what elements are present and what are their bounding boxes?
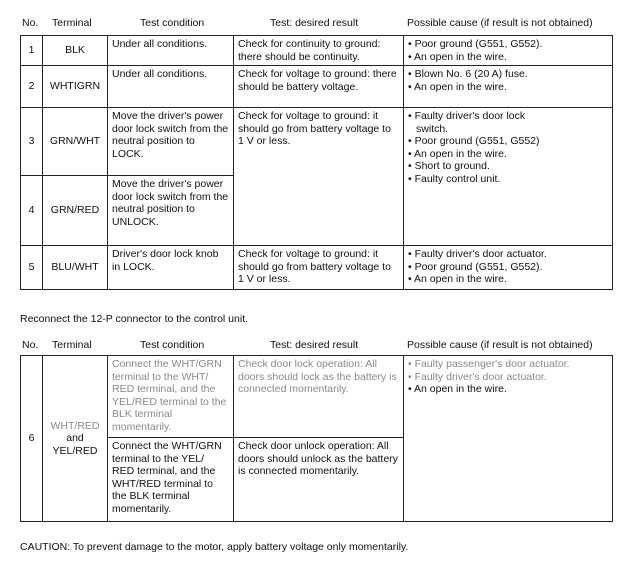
causes-cell [404,66,613,108]
cause-item: • Faulty control unit. [408,172,501,185]
row-number: 1 [21,36,43,66]
condition-cell: Driver's door lock knob in LOCK. [108,246,234,290]
test-table-2 [20,355,613,522]
table-row [21,108,613,176]
row-number: 4 [21,176,43,246]
table-row [21,66,613,108]
row-number: 2 [21,66,43,108]
cause-item: • An open in the wire. [408,80,507,93]
cause-item: • An open in the wire. [408,383,507,395]
cause-item: • Poor ground (G551, G552). [408,260,543,273]
terminal-line: YEL/RED [52,444,98,457]
condition-cell: Move the driver's power door lock switch from the neutral position to LOCK. [108,108,234,176]
causes-cell [404,356,613,522]
table-row [21,246,613,290]
table-row [21,36,613,66]
header-result: Test: desired result [270,339,359,351]
table-row [21,356,613,438]
cause-item: • Short to ground. [408,160,490,172]
result-cell: Check door lock operation: All doors should lock as the battery is connected momentarily. [234,356,404,438]
condition-cell: Under all conditions. [108,66,234,108]
row-number: 3 [21,108,43,176]
terminal-line: and [66,432,84,445]
terminal-cell: GRN/WHT [43,108,108,176]
test-table-1 [20,35,613,290]
condition-cell: Connect the WHT/GRN terminal to the YEL/ RED terminal, and the WHT/RED terminal to the BLK terminal momentarily. [108,438,234,522]
result-cell: Check for continuity to ground: there should be continuity. [234,36,404,66]
header-no: No. [22,17,39,29]
cause-item: switch. [416,122,449,135]
cause-item: • Faulty passenger's door actuator. [408,358,570,370]
cause-item: • Poor ground (G551, G552) [408,135,540,147]
cause-item: • Blown No. 6 (20 A) fuse. [408,68,528,80]
caution-note: CAUTION: To prevent damage to the motor, apply battery voltage only momentarily. [20,541,409,553]
causes-cell [404,36,613,66]
condition-cell: Under all conditions. [108,36,234,66]
cause-item: • Faulty driver's door actuator. [408,248,547,260]
header-condition: Test condition [140,17,205,29]
causes-cell [404,108,613,246]
cause-item: • Faulty driver's door lock [408,110,526,122]
cause-item: • An open in the wire. [408,273,507,285]
terminal-cell: GRN/RED [43,176,108,246]
result-cell: Check for voltage to ground: it should go from battery voltage to 1 V or less. [234,246,404,290]
header-condition: Test condition [140,339,205,351]
cause-item: • An open in the wire. [408,50,507,63]
row-number: 6 [21,356,43,522]
terminal-cell: WHTIGRN [43,66,108,108]
result-cell: Check for voltage to ground: it should go from battery voltage to 1 V or less. [234,108,404,246]
result-cell: Check door unlock operation: All doors should unlock as the battery is connected momentarily. [234,438,404,522]
causes-cell [404,246,613,290]
terminal-cell [43,356,108,522]
row-number: 5 [21,246,43,290]
header-result: Test: desired result [270,17,359,29]
terminal-cell: BLU/WHT [43,246,108,290]
cause-item: • Poor ground (G551, G552). [408,38,543,50]
terminal-cell: BLK [43,36,108,66]
cause-item: • Faulty driver's door actuator. [408,370,547,383]
header-no: No. [22,339,39,351]
cause-item: • An open in the wire. [408,147,507,160]
header-cause: Possible cause (if result is not obtained) [407,339,593,351]
header-cause: Possible cause (if result is not obtained) [407,17,593,29]
condition-cell: Move the driver's power door lock switch from the neutral position to UNLOCK. [108,176,234,246]
condition-cell: Connect the WHT/GRN terminal to the WHT/ RED terminal, and the YEL/RED terminal to the BLK terminal momentarily. [108,356,234,438]
reconnect-note: Reconnect the 12-P connector to the control unit. [20,313,249,325]
terminal-line: WHT/RED [50,419,100,432]
header-terminal: Terminal [52,17,92,29]
result-cell: Check for voltage to ground: there should be battery voltage. [234,66,404,108]
header-terminal: Terminal [52,339,92,351]
